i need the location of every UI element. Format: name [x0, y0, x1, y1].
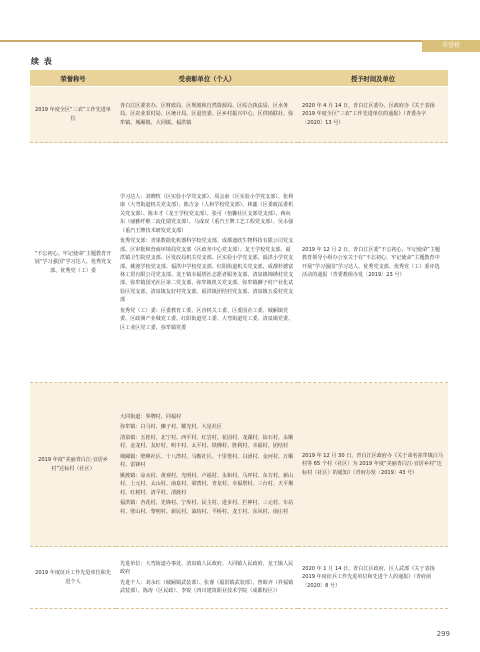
recipients-cell: [116, 383, 298, 547]
recipients-cell: [116, 87, 298, 143]
recipients-block: 优秀党（工）委：区委教育工委、区直机关工委、区委国企工委、城厢镇党委、区政洲产业城党工委、红阳街道党工委、大弯街道党工委、清泉镇党委、区工业区党工委、弥牟镇党委: [120, 307, 294, 331]
date-issuer-cell: 2020 年 4 月 14 日，青白江区委办、区政府办《关于表扬 2019 年度全区“三农”工作先进单位的通报》（青委办字〔2020〕13 号）: [298, 87, 448, 143]
table-row: [30, 143, 448, 383]
honor-title-cell: “不忘初心、牢记使命”主题教育开展“学习强国”学习达人、优秀党支部、优秀党（工）委: [30, 143, 116, 383]
recipients-cell: [116, 143, 298, 383]
header-honor-title: 荣誉称号: [30, 70, 116, 87]
recipients-block: 学习达人：刘晓牧（区实验小学党支部）、周会俞（区实验小学党支部）、张利康（大弯街道机关党支部）、陈吉金（人和学校党支部）、林鑫（区委政法委机关党支部）、陈本才（龙王学校党支部）、张可（怡馨社区支部党支部）、蒋向东（丽雅纤维二流化瑞党支部）、马成双（重汽王牌工艺工程党支部）、吴永强（重汽王牌技术研发党支部）: [120, 193, 294, 234]
honor-title-cell: 2019 年度“美丽青白江·宜居乡村”达标村（社区）: [30, 383, 116, 547]
header-rule: [0, 40, 480, 42]
page-number: 299: [436, 630, 450, 638]
recipients-block: 先进单位：大弯街道办事处、清泉镇人民政府、大同镇人民政府、龙王镇人民政府: [120, 560, 294, 576]
section-tag: 荣誉榜: [422, 40, 480, 52]
recipients-block: 弥牟镇：白马村、狮子村、耀光村、大星社区: [120, 424, 222, 431]
table-row: [30, 87, 448, 143]
table-header-row: [30, 70, 448, 87]
recipients-block: 福洪镇：杏花村、先锋村、宁库村、民主村、进步村、拦神村、三元村、车站村、壁山村、黎明村、新民村、油坊村、平桥村、龙王村、东风村、南庄村: [120, 500, 294, 515]
recipients-block: 先进个人：刘永红（城厢镇武装部）、张谨（福洪镇武装部）、曾昭齐（祥福镇武装部）、陈涛（区民政）、李锐（四川建筑职业技术学院（成都校区））: [120, 579, 294, 594]
recipients-block: 清泉镇：五桂村、北宁村、西平村、红岩村、花园村、龙湖村、钻石村、永顺村、金龙村、友好村、明丰村、太平村、铁佛村、胜利村、幸福村、团结村: [120, 434, 294, 450]
honor-title-cell: 2019 年度征兵工作先进单位和先进个人: [30, 547, 116, 609]
recipients-block: 青白江区委农办、区财政局、区规划和自然资源局、区综合执法局、区水务局、区农业农村局、区统计局、区退管委、区乡村振兴中心、区供销联社、弥牟镇、城厢镇、大同镇、福洪镇: [120, 102, 294, 126]
top-bar: [0, 0, 480, 38]
honor-table-container: [30, 70, 448, 609]
table-row: [30, 547, 448, 609]
recipients-cell: [116, 547, 298, 609]
table-row: [30, 383, 448, 547]
date-issuer-cell: 2019 年 12 月 2 日，青白江区委“不忘初心、牢记使命”主题教育领导小组办公室关于在“不忘初心、牢记使命”主题教育中开展“学习强国”学习达人、优秀党支部、优秀党（工）委评选活动的通报（青委教组办发〔2019〕23 号）: [298, 143, 448, 383]
header-recipients: 受表彰单位（个人）: [116, 70, 298, 87]
header-date-issuer: 授予时间及单位: [298, 70, 448, 87]
date-issuer-cell: 2020 年 1 月 14 日，青白江区政府、区人武部《关于表扬 2019 年度征兵工作先进单位和先进个人的通报》（青府函〔2020〕8 号）: [298, 547, 448, 609]
recipients-block: 优秀党支部：青果数据化机器科学校党支部、成都迪欣生物科技有限公司党支部、区审批和营商环境局党支部（区政务中心党支部）、龙王学校党支部、福洪镇卫生院党支部、区发改局机关党支部、区实验小学党支部、福洪小学党支部、姚渡学校党支部、福洪中学校党支部、红阳街道机关党支部、成都杉德富林工贸有限公司党支部、龙王镇幸福塔社志愿者服务支部、清泉镇锦绣村党支部、弥牟镇国光社区第二党支部、弥牟镇机关党支部、弥牟镇狮子村产业化试验区党支部、清泉镇友好村党支部、福洪镇团结村党支部、清泉镇五爱村党支部: [120, 238, 294, 304]
date-issuer-cell: 2019 年 12 月 30 日，青白江区政府办《关于命名弥牟镇白马村等 65 个村（社区）为 2019 年度“美丽青白江·宜居乡村”达标村（社区）的通知》（青府办发〔2019〕43 号）: [298, 383, 448, 547]
page-title: 续 表: [31, 57, 53, 66]
honor-title-cell: 2019 年度全区“三农”工作先进单位: [30, 87, 116, 143]
recipients-block: 大同街道：界牌村、同福村: [120, 414, 182, 420]
recipients-block: 城厢镇：壁峰社区、十八湾村、马鞍社区、十里堡村、白团村、金河村、万顺村、雷锋村: [120, 453, 294, 469]
recipients-block: 姚渡镇：凉水村、黄观村、光明村、卢福村、永和村、马坪村、东方村、新山村、上元村、太山村、南泉村、梁湾村、青龙村、幸福塔村、三台村、天平堰村、红树村、清平村、清渡村: [120, 472, 294, 496]
honor-table: [30, 70, 448, 609]
